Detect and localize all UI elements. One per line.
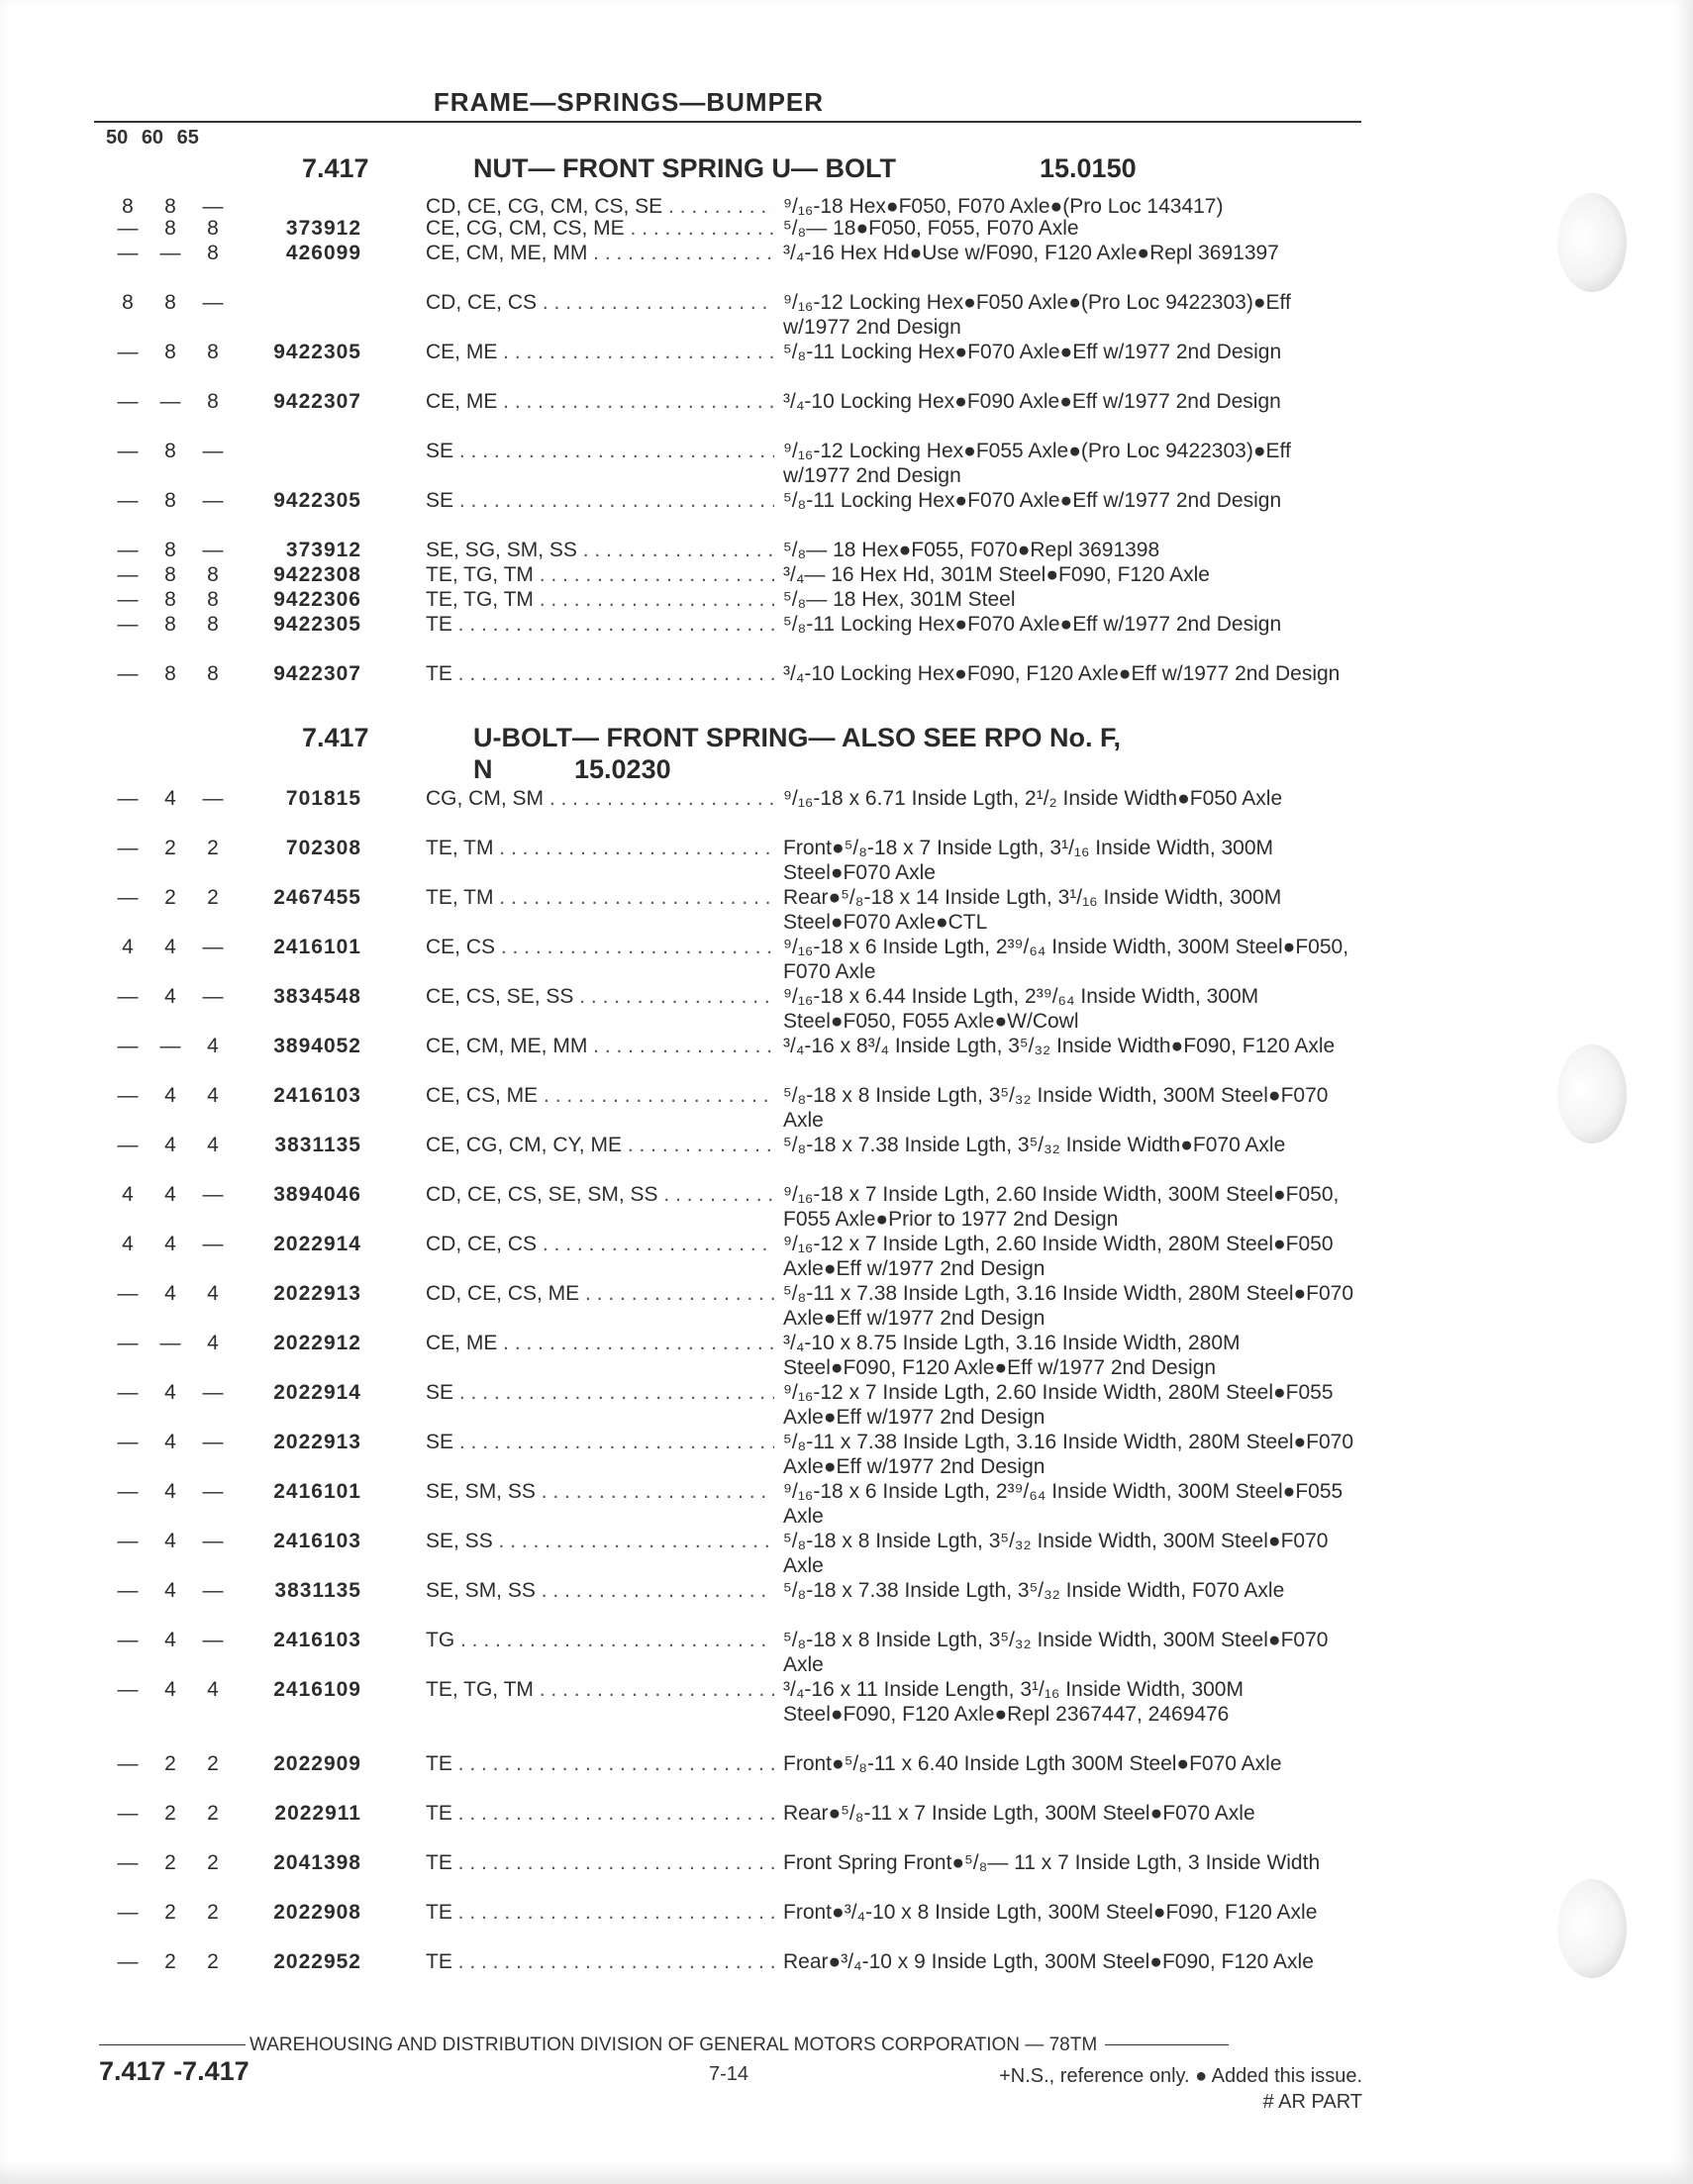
part-description: Front●⁵/₈-18 x 7 Inside Lgth, 3¹/₁₆ Inside Width, 300M Steel●F070 Axle [783, 837, 1274, 884]
qty-65: 2 [207, 1851, 219, 1874]
part-description: ³/₄— 16 Hex Hd, 301M Steel●F090, F120 Axle [783, 563, 1210, 586]
model-codes: TE . . . [426, 1751, 774, 1776]
qty-50: — [117, 1579, 139, 1602]
qty-65: 2 [207, 886, 219, 909]
qty-50: 8 [122, 195, 134, 218]
qty-50: — [117, 217, 139, 240]
qty-50: — [117, 1851, 139, 1874]
column-headers [106, 127, 199, 149]
part-description: ⁵/₈-18 x 8 Inside Lgth, 3⁵/₃₂ Inside Width, 300M Steel●F070 Axle [783, 1629, 1329, 1676]
qty-60: 2 [164, 1802, 176, 1825]
qty-50: — [117, 613, 139, 636]
model-codes: CE, ME . . . [426, 389, 774, 414]
part-description: ⁵/₈— 18 Hex●F055, F070●Repl 3691398 [783, 539, 1160, 561]
part-number: 9422307 [273, 390, 361, 413]
qty-60: 8 [164, 489, 176, 512]
qty-50: — [117, 1381, 139, 1404]
qty-65: — [202, 787, 224, 810]
qty-60: — [159, 1332, 181, 1354]
qty-65: 2 [207, 1802, 219, 1825]
section-number: 7.417 [302, 723, 369, 752]
qty-50: — [117, 662, 139, 685]
part-number: 2416103 [273, 1084, 361, 1107]
model-codes: CE, CG, CM, CS, ME . . . [426, 216, 774, 241]
qty-50: — [117, 341, 139, 363]
qty-60: 4 [164, 1381, 176, 1404]
model-codes: TE . . . [426, 661, 774, 686]
section-title: NUT— FRONT SPRING U— BOLT [473, 153, 896, 183]
qty-60: 4 [164, 1530, 176, 1552]
qty-60: — [159, 242, 181, 264]
qty-65: — [202, 1480, 224, 1503]
binder-hole-bottom [1557, 1879, 1627, 1978]
qty-50: 4 [122, 1183, 134, 1206]
part-number: 9422306 [273, 588, 361, 611]
qty-65: 4 [207, 1282, 219, 1305]
model-codes: TE . . . [426, 1801, 774, 1826]
qty-60: 8 [164, 662, 176, 685]
qty-60: 4 [164, 1134, 176, 1156]
page-title: FRAME—SPRINGS—BUMPER [433, 87, 825, 117]
model-codes: CE, CS . . . [426, 935, 774, 959]
column-header-65: 65 [176, 127, 199, 149]
qty-50: — [117, 1431, 139, 1453]
qty-60: 4 [164, 1084, 176, 1107]
model-codes: CE, CM, ME, MM . . . [426, 241, 774, 265]
qty-50: — [117, 1629, 139, 1651]
qty-50: — [117, 1752, 139, 1775]
qty-65: — [202, 291, 224, 314]
qty-65: 4 [207, 1084, 219, 1107]
qty-60: — [159, 1035, 181, 1057]
qty-65: 2 [207, 1901, 219, 1924]
part-description: Rear●⁵/₈-18 x 14 Inside Lgth, 3¹/₁₆ Inside Width, 300M Steel●F070 Axle●CTL [783, 886, 1282, 934]
qty-65: — [202, 1431, 224, 1453]
qty-60: 8 [164, 539, 176, 561]
qty-50: — [117, 1950, 139, 1973]
qty-50: — [117, 1332, 139, 1354]
binder-hole-middle [1557, 1044, 1627, 1143]
part-description: ⁹/₁₆-12 Locking Hex●F055 Axle●(Pro Loc 9422303)●Eff w/1977 2nd Design [783, 440, 1291, 487]
qty-65: 8 [207, 662, 219, 685]
part-number: 2022914 [273, 1381, 361, 1404]
part-description: ⁵/₈— 18●F050, F055, F070 Axle [783, 217, 1079, 240]
qty-65: — [202, 1381, 224, 1404]
qty-60: 4 [164, 787, 176, 810]
qty-65: — [202, 1183, 224, 1206]
part-description: ⁹/₁₆-12 x 7 Inside Lgth, 2.60 Inside Width, 280M Steel●F050 Axle●Eff w/1977 2nd Design [783, 1233, 1334, 1280]
part-description: Front●⁵/₈-11 x 6.40 Inside Lgth 300M Steel●F070 Axle [783, 1752, 1282, 1775]
section-title: U-BOLT— FRONT SPRING— ALSO SEE RPO No. F, [473, 723, 1122, 752]
qty-60: 8 [164, 217, 176, 240]
part-number: 3894052 [273, 1035, 361, 1057]
qty-65: 8 [207, 613, 219, 636]
qty-50: — [117, 787, 139, 810]
part-description: ⁵/₈-11 x 7.38 Inside Lgth, 3.16 Inside Width, 280M Steel●F070 Axle●Eff w/1977 2nd Design [783, 1431, 1354, 1478]
qty-50: — [117, 1802, 139, 1825]
qty-65: 2 [207, 837, 219, 859]
part-description: ⁹/₁₆-18 x 6 Inside Lgth, 2³⁹/₆₄ Inside Width, 300M Steel●F055 Axle [783, 1480, 1344, 1528]
part-description: ⁹/₁₆-18 x 7 Inside Lgth, 2.60 Inside Width, 300M Steel●F050, F055 Axle●Prior to 1977 2nd Design [783, 1183, 1340, 1231]
section-title-continued: N [473, 754, 493, 784]
model-codes: CD, CE, CS, ME . . . [426, 1281, 774, 1306]
qty-65: — [202, 539, 224, 561]
qty-50: 4 [122, 936, 134, 958]
qty-60: 4 [164, 1233, 176, 1255]
qty-60: 8 [164, 195, 176, 218]
footer-division: WAREHOUSING AND DISTRIBUTION DIVISION OF GENERAL MOTORS CORPORATION — 78TM [249, 2035, 1098, 2055]
qty-60: 4 [164, 1431, 176, 1453]
qty-50: — [117, 1480, 139, 1503]
part-number: 2022912 [273, 1332, 361, 1354]
qty-60: 4 [164, 1629, 176, 1651]
part-description: ⁵/₈-18 x 8 Inside Lgth, 3⁵/₃₂ Inside Width, 300M Steel●F070 Axle [783, 1530, 1329, 1577]
part-number: 3894046 [273, 1183, 361, 1206]
qty-50: — [117, 1035, 139, 1057]
part-description: Front●³/₄-10 x 8 Inside Lgth, 300M Steel●F090, F120 Axle [783, 1901, 1318, 1924]
qty-60: 4 [164, 936, 176, 958]
qty-65: — [202, 1530, 224, 1552]
model-codes: CE, ME . . . [426, 340, 774, 364]
footer-range: 7.417 -7.417 [99, 2056, 249, 2086]
qty-65: 2 [207, 1752, 219, 1775]
qty-60: 2 [164, 1851, 176, 1874]
qty-65: 8 [207, 563, 219, 586]
model-codes: TE, TM . . . [426, 885, 774, 910]
model-codes: CD, CE, CG, CM, CS, SE . . . [426, 194, 774, 219]
qty-65: — [202, 1233, 224, 1255]
qty-60: 2 [164, 1901, 176, 1924]
model-codes: TE . . . [426, 1949, 774, 1974]
qty-65: — [202, 1579, 224, 1602]
part-number: 9422308 [273, 563, 361, 586]
qty-60: 8 [164, 291, 176, 314]
qty-65: — [202, 489, 224, 512]
qty-65: 8 [207, 588, 219, 611]
title-rule [94, 121, 1361, 123]
qty-60: 4 [164, 1183, 176, 1206]
section-code: 15.0150 [1040, 153, 1137, 183]
qty-50: — [117, 440, 139, 462]
model-codes: TE, TG, TM . . . [426, 562, 774, 587]
qty-50: — [117, 588, 139, 611]
footer-division-line [99, 2035, 1366, 2056]
qty-50: — [117, 489, 139, 512]
part-number: 9422305 [273, 613, 361, 636]
model-codes: TE . . . [426, 1900, 774, 1925]
qty-60: 2 [164, 886, 176, 909]
qty-60: 4 [164, 1579, 176, 1602]
qty-60: 4 [164, 985, 176, 1008]
model-codes: SE, SM, SS . . . [426, 1479, 774, 1504]
part-number: 9422305 [273, 341, 361, 363]
model-codes: CD, CE, CS . . . [426, 1232, 774, 1256]
model-codes: CD, CE, CS . . . [426, 290, 774, 315]
part-description: ³/₄-16 x 11 Inside Length, 3¹/₁₆ Inside Width, 300M Steel●F090, F120 Axle●Repl 2367447, 2469476 [783, 1678, 1244, 1726]
qty-65: 8 [207, 341, 219, 363]
model-codes: CE, CS, SE, SS . . . [426, 984, 774, 1009]
qty-50: — [117, 886, 139, 909]
part-description: ⁹/₁₆-18 x 6 Inside Lgth, 2³⁹/₆₄ Inside Width, 300M Steel●F050, F070 Axle [783, 936, 1349, 983]
part-number: 373912 [285, 539, 361, 561]
part-description: Front Spring Front●⁵/₈— 11 x 7 Inside Lgth, 3 Inside Width [783, 1851, 1321, 1874]
part-number: 3831135 [274, 1134, 361, 1156]
qty-50: — [117, 837, 139, 859]
part-number: 9422307 [273, 662, 361, 685]
part-number: 2416109 [273, 1678, 361, 1701]
qty-50: 8 [122, 291, 134, 314]
model-codes: CD, CE, CS, SE, SM, SS . . . [426, 1182, 774, 1207]
model-codes: TE, TM . . . [426, 836, 774, 860]
model-codes: CG, CM, SM . . . [426, 786, 774, 811]
part-description: ⁵/₈— 18 Hex, 301M Steel [783, 588, 1016, 611]
model-codes: TE . . . [426, 612, 774, 637]
qty-60: 2 [164, 837, 176, 859]
part-description: ⁹/₁₆-12 Locking Hex●F050 Axle●(Pro Loc 9422303)●Eff w/1977 2nd Design [783, 291, 1291, 339]
model-codes: TE, TG, TM . . . [426, 587, 774, 612]
model-codes: CE, CG, CM, CY, ME . . . [426, 1133, 774, 1157]
model-codes: SE, SG, SM, SS . . . [426, 538, 774, 562]
footer-legend [999, 2063, 1362, 2115]
qty-50: — [117, 985, 139, 1008]
qty-60: — [159, 390, 181, 413]
model-codes: SE . . . [426, 439, 774, 463]
qty-60: 4 [164, 1678, 176, 1701]
qty-50: — [117, 1134, 139, 1156]
part-description: ⁵/₈-18 x 7.38 Inside Lgth, 3⁵/₃₂ Inside Width, F070 Axle [783, 1579, 1285, 1602]
part-number: 702308 [285, 837, 361, 859]
qty-50: — [117, 390, 139, 413]
qty-65: 8 [207, 217, 219, 240]
qty-65: 2 [207, 1950, 219, 1973]
qty-60: 2 [164, 1950, 176, 1973]
qty-50: — [117, 1282, 139, 1305]
part-description: ⁵/₈-11 Locking Hex●F070 Axle●Eff w/1977 2nd Design [783, 489, 1282, 512]
model-codes: CE, ME . . . [426, 1331, 774, 1355]
part-number: 2022952 [273, 1950, 361, 1973]
qty-65: 4 [207, 1035, 219, 1057]
part-description: ⁵/₈-11 Locking Hex●F070 Axle●Eff w/1977 2nd Design [783, 341, 1282, 363]
part-number: 2022911 [274, 1802, 361, 1825]
part-number: 373912 [285, 217, 361, 240]
part-description: ⁵/₈-18 x 7.38 Inside Lgth, 3⁵/₃₂ Inside Width●F070 Axle [783, 1134, 1286, 1156]
model-codes: TG . . . [426, 1628, 774, 1652]
part-description: ³/₄-10 x 8.75 Inside Lgth, 3.16 Inside Width, 280M Steel●F090, F120 Axle●Eff w/1977 2nd Design [783, 1332, 1241, 1379]
model-codes: SE . . . [426, 1430, 774, 1454]
qty-60: 8 [164, 341, 176, 363]
part-number: 9422305 [273, 489, 361, 512]
part-number: 2416101 [273, 936, 361, 958]
binder-hole-top [1557, 193, 1627, 292]
footer-note-reference: +N.S., reference only. ● Added this issue. [999, 2065, 1362, 2087]
part-description: ⁹/₁₆-18 Hex●F050, F070 Axle●(Pro Loc 143417) [783, 195, 1224, 218]
column-header-50: 50 [106, 127, 129, 149]
qty-60: 2 [164, 1752, 176, 1775]
model-codes: TE, TG, TM . . . [426, 1677, 774, 1702]
column-header-60: 60 [141, 127, 164, 149]
part-description: ⁹/₁₆-12 x 7 Inside Lgth, 2.60 Inside Width, 280M Steel●F055 Axle●Eff w/1977 2nd Design [783, 1381, 1334, 1429]
part-description: ³/₄-16 x 8³/₄ Inside Lgth, 3⁵/₃₂ Inside Width●F090, F120 Axle [783, 1035, 1336, 1057]
footer-note-ar-part: # AR PART [1262, 2091, 1362, 2113]
model-codes: CE, CM, ME, MM . . . [426, 1034, 774, 1058]
qty-65: 8 [207, 242, 219, 264]
qty-50: — [117, 1084, 139, 1107]
qty-50: — [117, 563, 139, 586]
part-description: Rear●³/₄-10 x 9 Inside Lgth, 300M Steel●F090, F120 Axle [783, 1950, 1314, 1973]
part-description: ³/₄-10 Locking Hex●F090, F120 Axle●Eff w/1977 2nd Design [783, 662, 1341, 685]
model-codes: SE, SM, SS . . . [426, 1578, 774, 1603]
qty-65: — [202, 195, 224, 218]
qty-60: 8 [164, 563, 176, 586]
part-number: 2416103 [273, 1530, 361, 1552]
part-number: 3831135 [274, 1579, 361, 1602]
page-number: 7-14 [709, 2063, 749, 2085]
qty-60: 4 [164, 1480, 176, 1503]
qty-65: — [202, 440, 224, 462]
part-number: 2022913 [273, 1431, 361, 1453]
part-number: 2022908 [273, 1901, 361, 1924]
qty-50: 4 [122, 1233, 134, 1255]
qty-50: — [117, 1901, 139, 1924]
qty-60: 4 [164, 1282, 176, 1305]
qty-65: — [202, 985, 224, 1008]
part-description: ³/₄-16 Hex Hd●Use w/F090, F120 Axle●Repl 3691397 [783, 242, 1279, 264]
qty-65: — [202, 1629, 224, 1651]
part-description: ⁵/₈-11 Locking Hex●F070 Axle●Eff w/1977 2nd Design [783, 613, 1282, 636]
part-number: 2467455 [273, 886, 361, 909]
part-number: 3834548 [273, 985, 361, 1008]
part-description: Rear●⁵/₈-11 x 7 Inside Lgth, 300M Steel●F070 Axle [783, 1802, 1255, 1825]
model-codes: TE . . . [426, 1850, 774, 1875]
part-description: ⁵/₈-18 x 8 Inside Lgth, 3⁵/₃₂ Inside Width, 300M Steel●F070 Axle [783, 1084, 1329, 1132]
qty-50: — [117, 539, 139, 561]
part-description: ⁹/₁₆-18 x 6.44 Inside Lgth, 2³⁹/₆₄ Inside Width, 300M Steel●F050, F055 Axle●W/Cowl [783, 985, 1259, 1033]
part-description: ³/₄-10 Locking Hex●F090 Axle●Eff w/1977 2nd Design [783, 390, 1281, 413]
part-number: 2022913 [273, 1282, 361, 1305]
part-number: 2022909 [273, 1752, 361, 1775]
qty-50: — [117, 1678, 139, 1701]
model-codes: SE . . . [426, 1380, 774, 1405]
part-description: ⁹/₁₆-18 x 6.71 Inside Lgth, 2¹/₂ Inside Width●F050 Axle [783, 787, 1283, 810]
part-number: 2041398 [273, 1851, 361, 1874]
part-number: 426099 [285, 242, 361, 264]
part-number: 701815 [285, 787, 361, 810]
qty-65: — [202, 936, 224, 958]
model-codes: SE . . . [426, 488, 774, 513]
part-number: 2416103 [273, 1629, 361, 1651]
part-description: ⁵/₈-11 x 7.38 Inside Lgth, 3.16 Inside Width, 280M Steel●F070 Axle●Eff w/1977 2nd Design [783, 1282, 1354, 1330]
qty-60: 8 [164, 588, 176, 611]
model-codes: CE, CS, ME . . . [426, 1083, 774, 1108]
qty-65: 4 [207, 1134, 219, 1156]
qty-60: 8 [164, 440, 176, 462]
qty-65: 8 [207, 390, 219, 413]
qty-65: 4 [207, 1678, 219, 1701]
part-number: 2416101 [273, 1480, 361, 1503]
section-code: 15.0230 [574, 754, 671, 784]
qty-50: — [117, 1530, 139, 1552]
qty-60: 8 [164, 613, 176, 636]
part-number: 2022914 [273, 1233, 361, 1255]
qty-50: — [117, 242, 139, 264]
section-number: 7.417 [302, 153, 369, 183]
model-codes: SE, SS . . . [426, 1529, 774, 1553]
qty-65: 4 [207, 1332, 219, 1354]
